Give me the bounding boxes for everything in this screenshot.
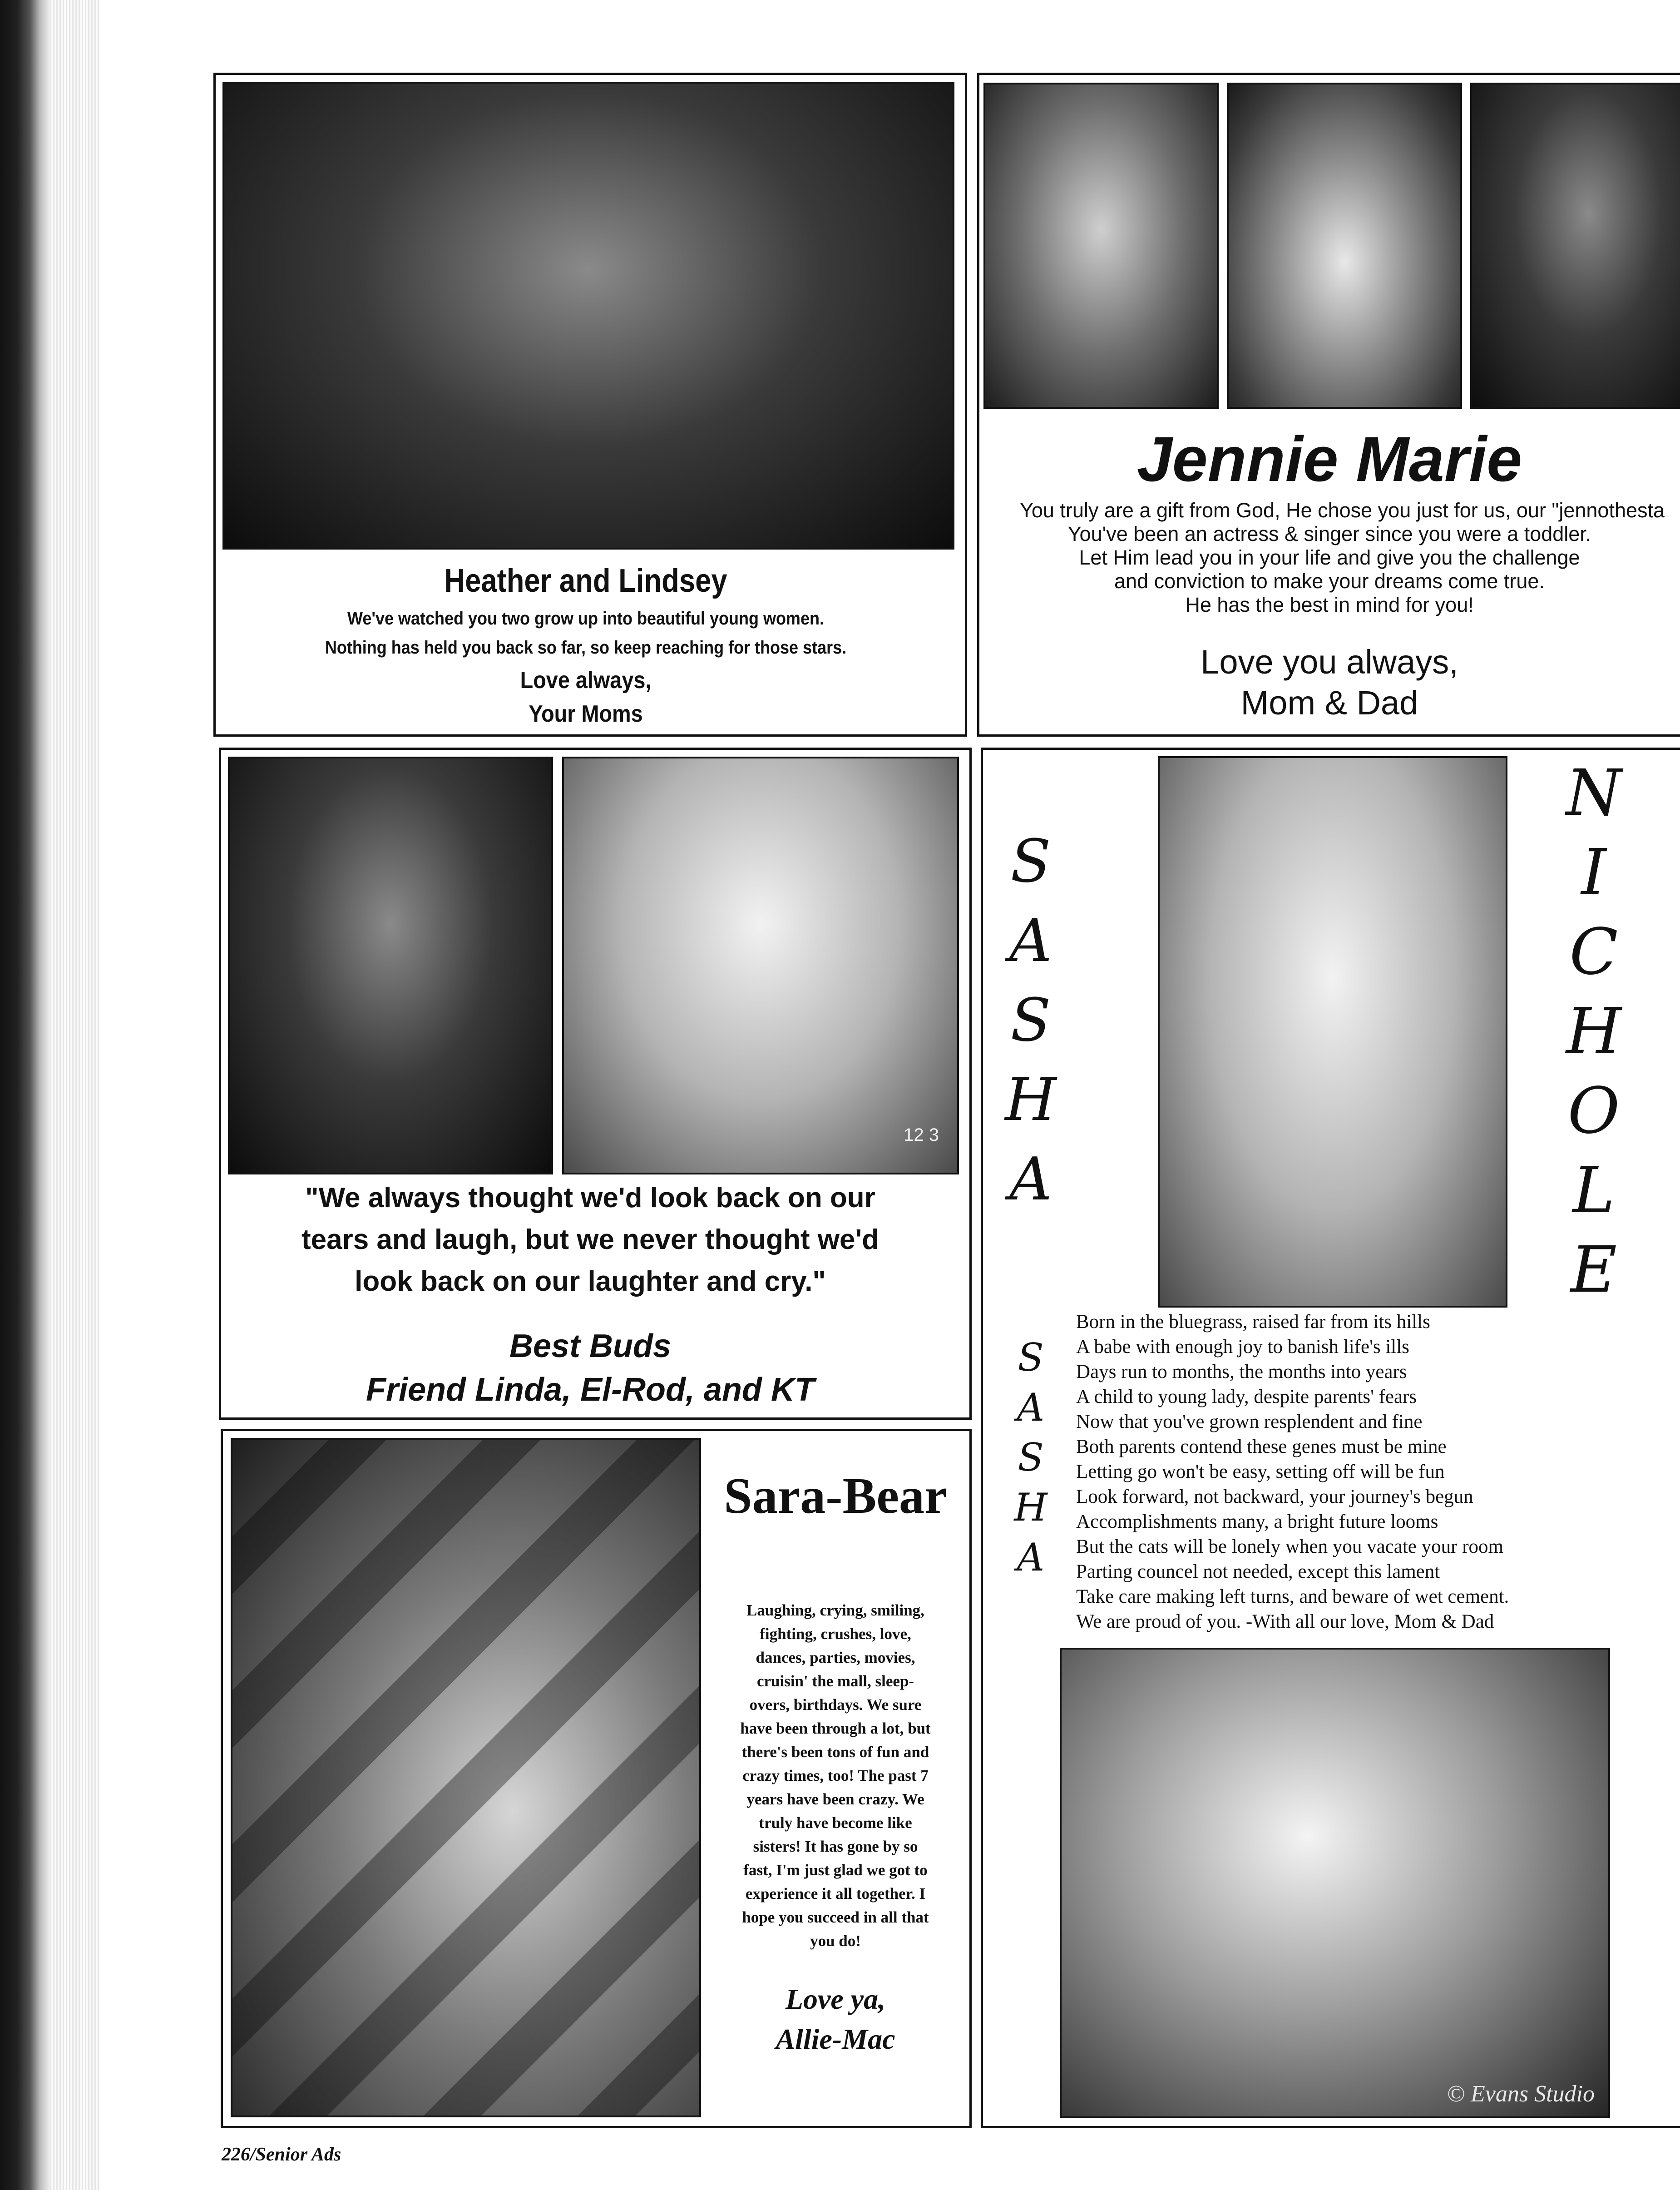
sara-line-14: hope you succeed in all that [742, 1908, 929, 1926]
heather-closing: Love always, [520, 667, 652, 694]
sara-closing: Love ya, [785, 1983, 886, 2015]
best-buds-names: Friend Linda, El-Rod, and KT [366, 1372, 815, 1408]
poem-line: But the cats will be lonely when you vacate your room [1076, 1536, 1503, 1557]
poem-line: Now that you've grown resplendent and fine [1076, 1411, 1423, 1432]
letter: A [1009, 906, 1052, 975]
poem-line: Days run to months, the months into years [1076, 1361, 1407, 1382]
letter: S [1018, 1435, 1044, 1480]
sara-line-15: you do! [810, 1932, 861, 1950]
sara-line-8: crazy times, too! The past 7 [742, 1767, 929, 1784]
poem-line: Take care making left turns, and beware of wet cement. [1076, 1586, 1509, 1607]
heather-message-line-2: Nothing has held you back so far, so keep reaching for those stars. [325, 638, 847, 658]
photo-date-stamp: 12 3 [904, 1125, 939, 1145]
poem-line: A child to young lady, despite parents' fears [1076, 1386, 1417, 1407]
sara-line-13: experience it all together. I [745, 1885, 926, 1903]
letter: O [1567, 1074, 1620, 1148]
sara-line-12: fast, I'm just glad we got to [743, 1861, 928, 1879]
sara-line-4: cruisin' the mall, sleep- [756, 1672, 914, 1690]
jennie-line-1: You truly are a gift from God, He chose you just for us, our "jennothesta [1019, 499, 1665, 522]
poem-line: Parting councel not needed, except this lament [1076, 1561, 1440, 1582]
letter: A [1017, 1535, 1045, 1580]
jennie-closing: Love you always, [1201, 643, 1458, 681]
poem-line: A babe with enough joy to banish life's ills [1076, 1336, 1409, 1358]
heather-signature: Your Moms [529, 701, 643, 727]
photo-sasha-baby [1158, 756, 1507, 1308]
photo-jennie-senior [1470, 83, 1680, 409]
sara-line-7: there's been tons of fun and [741, 1743, 929, 1761]
letter: A [1009, 1145, 1052, 1214]
sara-line-6: have been through a lot, but [740, 1719, 931, 1737]
letter: S [1010, 986, 1051, 1055]
letter: C [1569, 915, 1618, 989]
letter: H [1014, 1485, 1048, 1530]
page-folio: 226/Senior Ads [222, 2144, 341, 2165]
quote-line-2: tears and laugh, but we never thought we'd [301, 1224, 880, 1255]
poem-line: Accomplishments many, a bright future looms [1076, 1511, 1438, 1532]
poem-line: Born in the bluegrass, raised far from its hills [1076, 1311, 1430, 1333]
photo-jennie-garden [1227, 83, 1462, 409]
quote-line-1: "We always thought we'd look back on our [305, 1182, 875, 1214]
photo-best-buds-dresses [228, 757, 553, 1174]
photo-heather-lindsey [222, 82, 954, 550]
letter: S [1018, 1335, 1044, 1380]
letter: H [1005, 1065, 1057, 1134]
photo-sara-stairs [231, 1438, 701, 2117]
jennie-signature: Mom & Dad [1240, 684, 1418, 722]
poem-line: Look forward, not backward, your journey's begun [1076, 1486, 1473, 1507]
letter: I [1581, 836, 1606, 910]
letter: A [1017, 1385, 1045, 1430]
poem-line: Letting go won't be easy, setting off will be fun [1076, 1461, 1445, 1482]
quote-line-3: look back on our laughter and cry." [355, 1266, 826, 1297]
photo-sasha-senior [1060, 1648, 1610, 2118]
letter: E [1570, 1233, 1617, 1307]
page-stack-edge [50, 0, 100, 2190]
photo-best-buds-hug [562, 757, 959, 1174]
sara-title: Sara-Bear [724, 1468, 947, 1524]
sara-line-10: truly have become like [759, 1814, 912, 1832]
letter: S [1010, 827, 1051, 896]
heather-message-line-1: We've watched you two grow up into beautiful young women. [347, 609, 824, 629]
jennie-line-3: Let Him lead you in your life and give you the challenge [1079, 546, 1580, 569]
sara-line-11: sisters! It has gone by so [753, 1838, 918, 1855]
jennie-line-5: He has the best in mind for you! [1185, 593, 1474, 616]
letter: H [1566, 995, 1622, 1069]
photo-jennie-toddler [983, 83, 1219, 409]
jennie-line-4: and conviction to make your dreams come true. [1114, 570, 1545, 593]
poem-line: We are proud of you. -With all our love, Mom & Dad [1076, 1611, 1494, 1632]
sara-line-9: years have been crazy. We [746, 1790, 924, 1808]
heather-title: Heather and Lindsey [444, 563, 727, 599]
studio-watermark: © Evans Studio [1447, 2081, 1595, 2107]
best-buds-title: Best Buds [509, 1328, 672, 1364]
book-binding-edge [0, 0, 50, 2190]
poem-line: Both parents contend these genes must be mine [1076, 1436, 1447, 1457]
jennie-title: Jennie Marie [1136, 423, 1522, 495]
sara-line-3: dances, parties, movies, [756, 1649, 915, 1666]
sara-line-5: overs, birthdays. We sure [749, 1696, 922, 1714]
sara-line-1: Laughing, crying, smiling, [746, 1601, 924, 1619]
letter: N [1566, 756, 1622, 830]
sara-line-2: fighting, crushes, love, [760, 1625, 911, 1643]
sara-signature: Allie-Mac [776, 2023, 895, 2055]
jennie-line-2: You've been an actress & singer since you were a toddler. [1067, 522, 1591, 545]
letter: L [1572, 1154, 1615, 1228]
